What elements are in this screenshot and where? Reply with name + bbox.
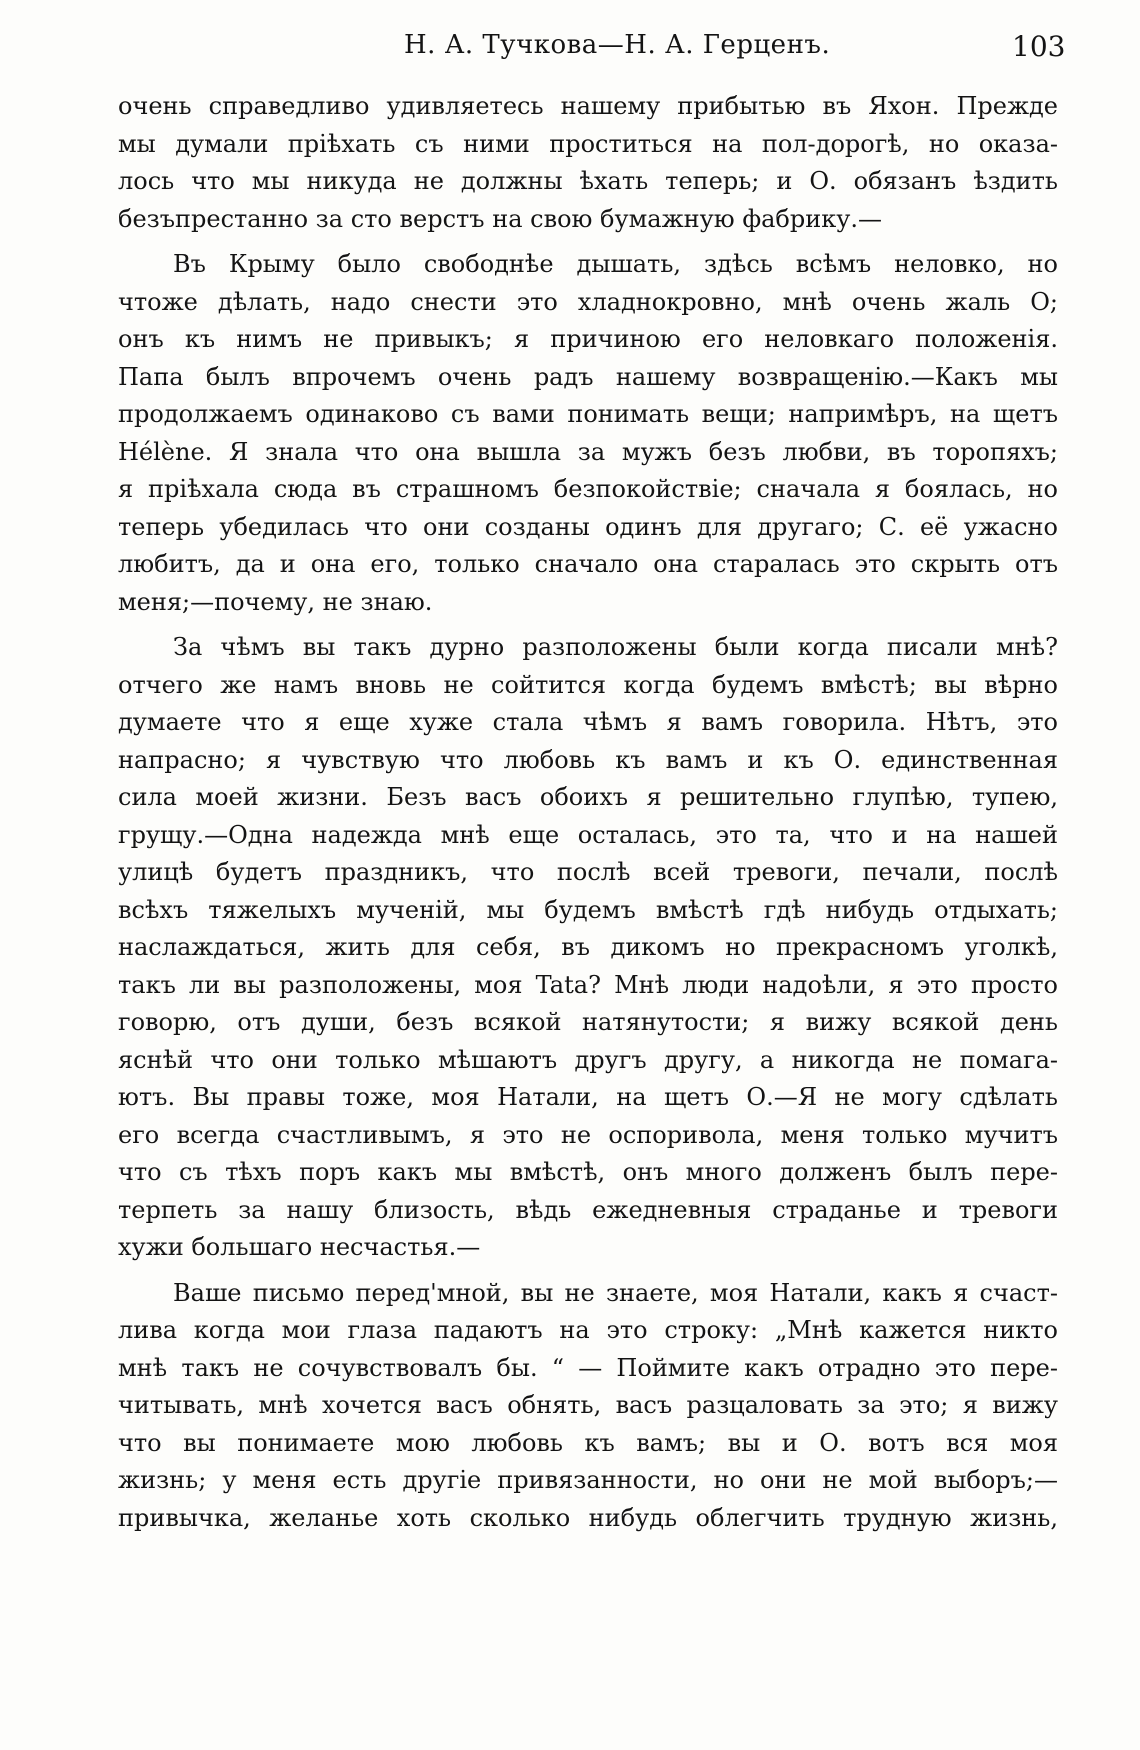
text-line: любитъ, да и она его, только сначало она старалась это скрыть отъ xyxy=(118,550,1058,578)
body-text xyxy=(118,88,1058,1537)
text-line: что вы понимаете мою любовь къ вамъ; вы и О. вотъ вся моя xyxy=(118,1428,1058,1457)
text-line: такъ ли вы разположены, моя Tata? Мнѣ люди надоѣли, я это просто xyxy=(118,970,1058,999)
running-header xyxy=(0,30,1140,70)
text-line: теперь убедилась что они созданы одинъ для другаго; С. её ужасно xyxy=(118,512,1058,541)
text-line: Hélène. Я знала что она вышла за мужъ безъ любви, въ торопяхъ; xyxy=(118,437,1058,466)
page-number: 103 xyxy=(1012,30,1066,63)
text-line: лива когда мои глаза падаютъ на это строку: „Мнѣ кажется никто xyxy=(118,1316,1058,1344)
text-line: жизнь; у меня есть другіе привязанности, но они не мой выборъ;— xyxy=(118,1466,1058,1494)
text-line: очень справедливо удивляетесь нашему прибытью въ Яхон. Прежде xyxy=(118,92,1058,120)
text-line: читывать, мнѣ хочется васъ обнять, васъ разцаловать за это; я вижу xyxy=(118,1391,1058,1419)
text-line: терпеть за нашу близость, вѣдь ежедневныя страданье и тревоги xyxy=(118,1195,1058,1224)
text-line: безъпрестанно за сто верстъ на свою бумажную фабрику.— xyxy=(118,204,882,233)
text-line: что съ тѣхъ поръ какъ мы вмѣстѣ, онъ много долженъ былъ пере- xyxy=(118,1158,1058,1186)
text-line: лось что мы никуда не должны ѣхать теперь; и О. обязанъ ѣздить xyxy=(118,167,1058,195)
text-line: привычка, желанье хоть сколько нибудь облегчить трудную жизнь, xyxy=(118,1503,1058,1532)
text-line: чтоже дѣлать, надо снести это хладнокровно, мнѣ очень жаль О; xyxy=(118,287,1058,316)
text-line: ютъ. Вы правы тоже, моя Натали, на щетъ О.—Я не могу сдѣлать xyxy=(118,1083,1058,1111)
text-line: Ваше письмо перед'мной, вы не знаете, моя Натали, какъ я счаст- xyxy=(173,1278,1058,1307)
text-line: Въ Крыму было свободнѣе дышать, здѣсь всѣмъ неловко, но xyxy=(173,250,1058,278)
text-line: яснѣй что они только мѣшаютъ другъ другу, а никогда не помага- xyxy=(118,1045,1058,1074)
text-line: За чѣмъ вы такъ дурно разположены были когда писали мнѣ? xyxy=(173,633,1058,661)
text-line: Папа былъ впрочемъ очень радъ нашему возвращенію.—Какъ мы xyxy=(118,362,1058,391)
text-line: думаете что я еще хуже стала чѣмъ я вамъ говорила. Нѣтъ, это xyxy=(118,708,1058,736)
text-line: улицѣ будетъ праздникъ, что послѣ всей тревоги, печали, послѣ xyxy=(118,858,1058,886)
text-line: я пріѣхала сюда въ страшномъ безпокойствіе; сначала я боялась, но xyxy=(118,475,1058,503)
text-line: говорю, отъ души, безъ всякой натянутости; я вижу всякой день xyxy=(118,1008,1058,1036)
text-line: мы думали пріѣхать съ ними проститься на пол-дорогѣ, но оказа- xyxy=(118,129,1058,158)
text-line: наслаждаться, жить для себя, въ дикомъ но прекрасномъ уголкѣ, xyxy=(118,933,1058,961)
text-line: продолжаемъ одинаково съ вами понимать вещи; напримѣръ, на щетъ xyxy=(118,400,1058,428)
text-line: всѣхъ тяжелыхъ мученій, мы будемъ вмѣстѣ гдѣ нибудь отдыхать; xyxy=(118,895,1058,924)
text-line: хужи большаго несчастья.— xyxy=(118,1233,481,1261)
text-line: его всегда счастливымъ, я это не оспоривола, меня только мучитъ xyxy=(118,1120,1058,1149)
text-line: отчего же намъ вновь не сойтится когда будемъ вмѣстѣ; вы вѣрно xyxy=(118,670,1058,699)
text-line: мнѣ такъ не сочувствовалъ бы. “ — Поймите какъ отрадно это пере- xyxy=(118,1353,1058,1382)
text-line: меня;—почему, не знаю. xyxy=(118,587,433,616)
text-line: грущу.—Одна надежда мнѣ еще осталась, это та, что и на нашей xyxy=(118,820,1058,849)
text-line: онъ къ нимъ не привыкъ; я причиною его неловкаго положенія. xyxy=(118,325,1058,353)
running-title: Н. А. Тучкова—Н. А. Герценъ. xyxy=(404,30,831,60)
text-line: сила моей жизни. Безъ васъ обоихъ я решительно глупѣю, тупею, xyxy=(118,783,1058,811)
text-line: напрасно; я чувствую что любовь къ вамъ и къ О. единственная xyxy=(118,745,1058,774)
